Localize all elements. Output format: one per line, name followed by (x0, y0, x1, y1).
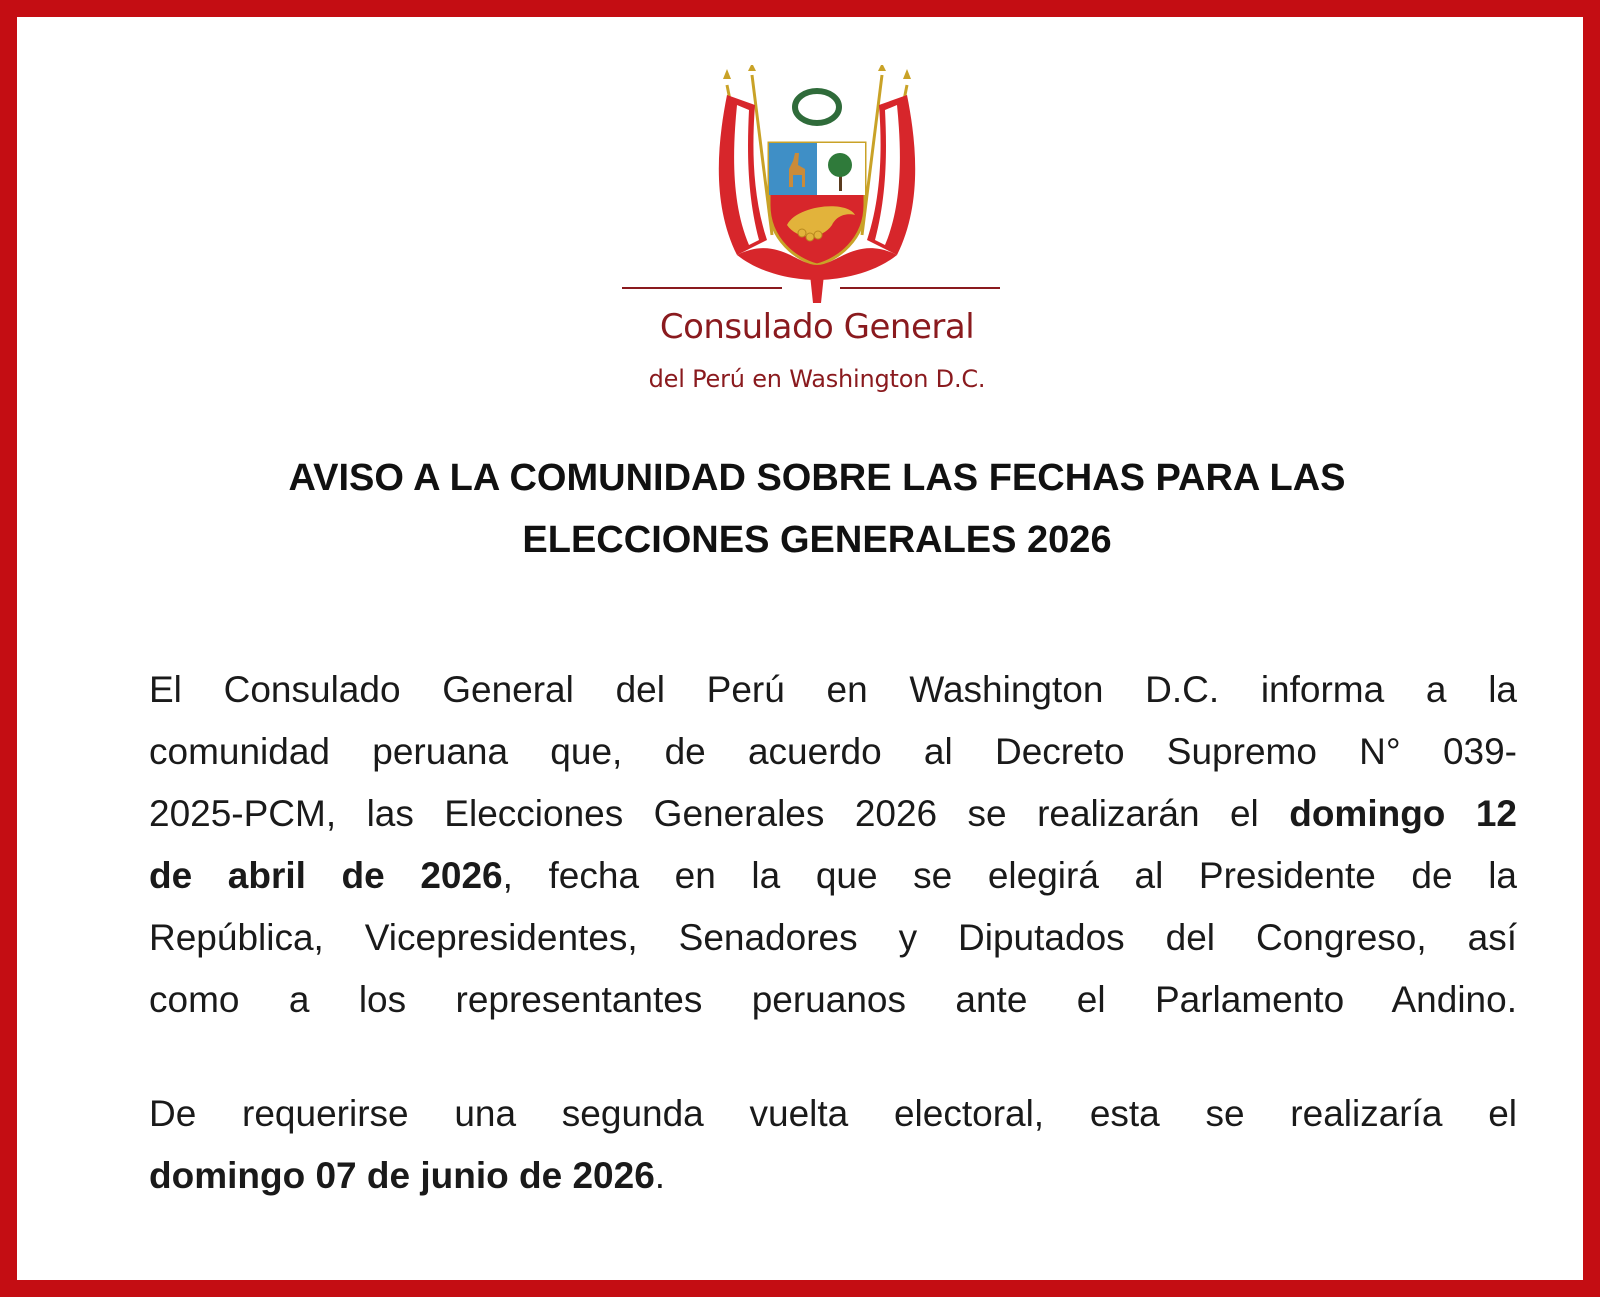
coat-of-arms-emblem (697, 65, 937, 305)
notice-title (217, 447, 1417, 571)
paragraph-text: 2025-PCM, las Elecciones Generales 2026 se realizarán el (149, 793, 1290, 834)
paragraph-line: El Consulado General del Perú en Washington D.C. informa a la (149, 669, 1517, 710)
organization-name: Consulado General (659, 307, 975, 347)
announcement-paragraph (149, 659, 1517, 1031)
decorative-rule-right (840, 287, 1000, 289)
paragraph-line: como a los representantes peruanos ante el Parlamento Andino. (149, 979, 1517, 1020)
paragraph-text: . (654, 1155, 666, 1196)
paragraph-line (149, 783, 1517, 845)
runoff-date: domingo 07 de junio de 2026 (149, 1155, 655, 1196)
paragraph-line: comunidad peruana que, de acuerdo al Decreto Supremo N° 039- (149, 731, 1517, 772)
paragraph-line (149, 1145, 1517, 1207)
decorative-rule-left (622, 287, 782, 289)
first-round-date-part1: domingo 12 (1289, 793, 1517, 834)
notice-title-line-1: AVISO A LA COMUNIDAD SOBRE LAS FECHAS PARA LAS (288, 457, 1346, 499)
paragraph-line: República, Vicepresidentes, Senadores y Diputados del Congreso, así (149, 917, 1517, 958)
paragraph-text: , fecha en la que se elegirá al Presidente de la (502, 855, 1517, 896)
paragraph-line: De requerirse una segunda vuelta electoral, esta se realizaría el (149, 1093, 1517, 1134)
paragraph-line (149, 845, 1517, 907)
first-round-date-part2: de abril de 2026 (149, 855, 503, 896)
organization-subtitle: del Perú en Washington D.C. (648, 365, 986, 393)
runoff-paragraph (149, 1083, 1517, 1207)
notice-title-line-2: ELECCIONES GENERALES 2026 (522, 519, 1112, 561)
